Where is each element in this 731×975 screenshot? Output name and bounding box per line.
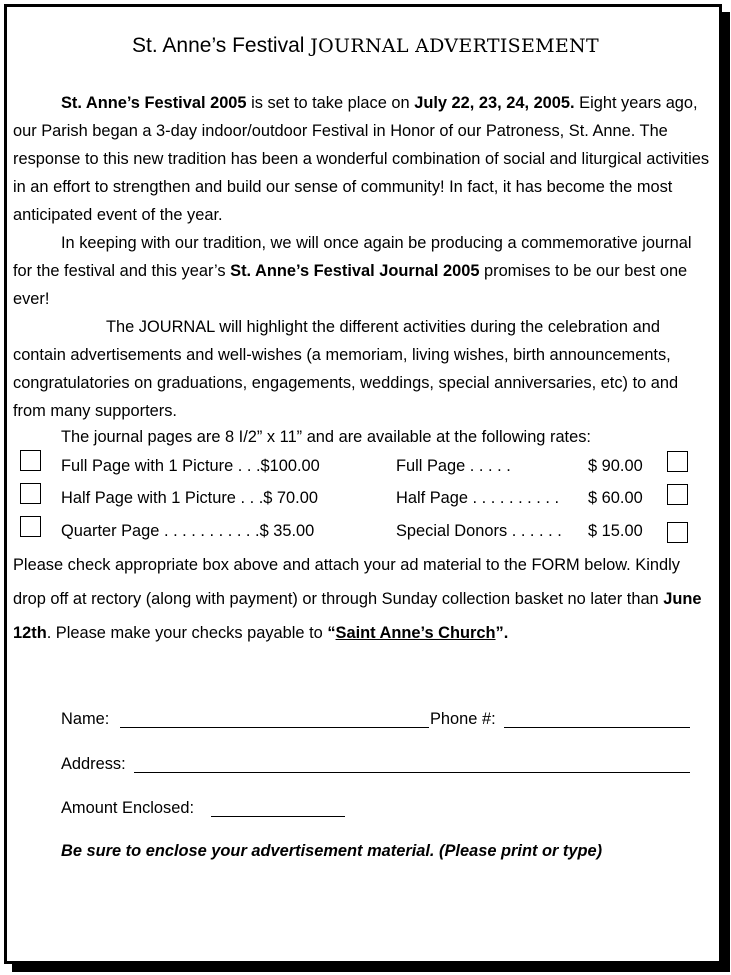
rate-name: Half Page with 1 Picture — [61, 489, 236, 507]
rate-name: Special Donors — [396, 522, 508, 540]
rate-price: $ 35.00 — [259, 522, 315, 540]
quarter-page-checkbox[interactable] — [20, 516, 41, 537]
rate-leader: . . . . . — [465, 457, 511, 475]
intro-text: Eight years ago, our Parish began a 3-day indoor/outdoor Festival in Honor of our Patroness, St. Anne. The response to this new tradition has been a wonderful combination of social and liturgical activities in an effort to strengthen and build our sense of community! In fact, it has become the most anticipated event of the year. — [13, 94, 710, 224]
rate-full-page — [396, 457, 511, 476]
rate-name: Full Page — [396, 457, 466, 475]
special-donors-checkbox[interactable] — [667, 522, 688, 543]
rate-price: $100.00 — [260, 457, 320, 475]
full-page-checkbox[interactable] — [667, 451, 688, 472]
payee-name: Saint Anne’s Church — [335, 624, 496, 642]
amount-label: Amount Enclosed: — [61, 799, 195, 817]
rate-name: Half Page — [396, 489, 468, 507]
half-page-picture-checkbox[interactable] — [20, 483, 41, 504]
name-input[interactable] — [120, 709, 429, 728]
close-quote: ”. — [495, 624, 509, 642]
address-input[interactable] — [134, 754, 690, 773]
rate-leader: . . . . . . . . . . — [467, 489, 560, 507]
rate-full-page-price: $ 90.00 — [588, 457, 643, 475]
rate-name: Full Page with 1 Picture — [61, 457, 234, 475]
intro-paragraph-3 — [13, 313, 713, 425]
rate-leader: . . . . . . . . . . . — [159, 522, 260, 540]
rate-leader: . . . . . . — [507, 522, 562, 540]
instructions — [13, 548, 713, 650]
instructions-text: . Please make your checks payable to — [46, 624, 328, 642]
phone-input[interactable] — [504, 709, 690, 728]
rate-half-page-picture — [61, 489, 318, 508]
amount-input[interactable] — [211, 798, 345, 817]
intro-text: The JOURNAL will highlight the different activities during the celebration and contain advertisements and well-wishes (a memoriam, living wishes, birth announcements, congratulatories on graduations, engagements, weddings, special anniversaries, etc) to and from many supporters. — [13, 318, 679, 420]
rate-half-page — [396, 489, 559, 508]
name-label: Name: — [61, 710, 110, 728]
address-label: Address: — [61, 755, 126, 773]
intro-text: is set to take place on — [246, 94, 415, 112]
rate-price: $ 70.00 — [263, 489, 318, 507]
rate-leader: . . . — [233, 457, 261, 475]
rate-special-donors — [396, 522, 562, 541]
intro-text: In keeping with our tradition, we will once again be producing a commemorative journal for the festival and this year’s — [13, 234, 692, 280]
full-page-picture-checkbox[interactable] — [20, 450, 41, 471]
rate-quarter-page — [61, 522, 314, 541]
open-quote: “ — [327, 624, 336, 642]
rate-special-donors-price: $ 15.00 — [588, 522, 643, 540]
title-caps: JOURNAL ADVERTISEMENT — [310, 35, 599, 57]
festival-name: St. Anne’s Festival 2005 — [61, 94, 247, 112]
festival-dates: July 22, 23, 24, 2005. — [414, 94, 575, 112]
half-page-checkbox[interactable] — [667, 484, 688, 505]
instructions-text: Please check appropriate box above and attach your ad material to the FORM below. Kindly drop off at rectory (along with payment) or through Sunday collection basket no later than — [13, 556, 680, 608]
deadline-date: June 12th — [13, 590, 702, 642]
intro-text: promises to be our best one ever! — [13, 262, 688, 308]
journal-name: St. Anne’s Festival Journal 2005 — [230, 262, 480, 280]
rate-full-page-picture — [61, 457, 320, 476]
rate-half-page-price: $ 60.00 — [588, 489, 643, 507]
rate-leader: . . . — [235, 489, 264, 507]
page-title — [0, 33, 731, 59]
phone-label: Phone #: — [430, 710, 496, 728]
rates-intro: The journal pages are 8 I/2” x 11” and are available at the following rates: — [61, 428, 591, 446]
intro-paragraph-2 — [13, 229, 713, 313]
enclose-note: Be sure to enclose your advertisement material. (Please print or type) — [61, 842, 603, 860]
title-text: St. Anne’s Festival — [132, 34, 311, 57]
intro-paragraph-1 — [13, 89, 713, 229]
rate-name: Quarter Page — [61, 522, 160, 540]
